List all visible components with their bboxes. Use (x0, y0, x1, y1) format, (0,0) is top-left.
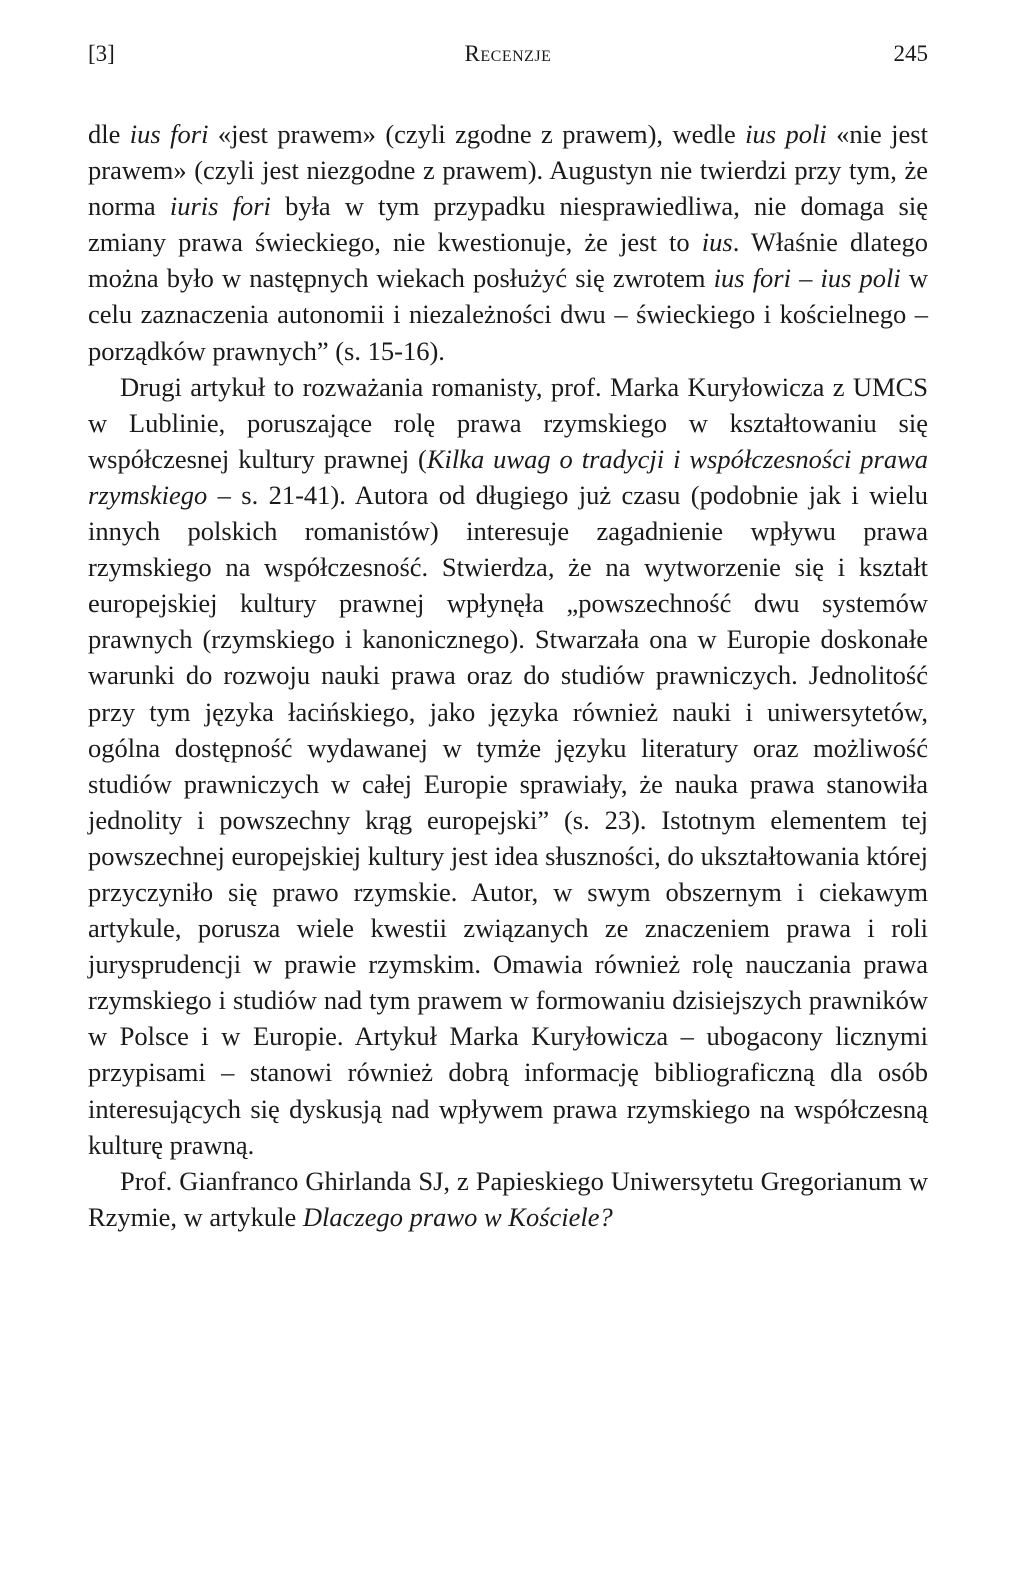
italic-run: ius fori (129, 119, 209, 149)
italic-run: iuris fori (169, 191, 271, 222)
italic-run: Dlaczego prawo w Kościele? (302, 1201, 613, 1232)
italic-run: ius poli (820, 263, 901, 294)
text-run: – (791, 263, 821, 294)
text-run: była w tym przypadku niesprawiedliwa, nie domaga się zmiany prawa świeckiego, nie kwestionuje, że jest to (88, 191, 928, 258)
paragraph-1 (88, 116, 928, 369)
page-number: 245 (893, 41, 928, 66)
text-run: w celu zaznaczenia autonomii i niezależności dwu – świeckiego i kościelnego – porządków prawnych” (s. 15-16). (88, 263, 929, 366)
text-run: Drugi artykuł to rozważania romanisty, prof. Marka Kuryłowicza z UMCS w Lublinie, poruszające rolę prawa rzymskiego w kształtowaniu się współczesnej kultury prawnej ( (88, 371, 928, 474)
paragraph-2 (88, 369, 928, 1163)
text-run: – s. 21-41). Autora od długiego już czasu (podobnie jak i wielu innych polskich romanistów) interesuje zagadnienie wpływu prawa rzymskiego na współczesność. Stwierdza, że na wytworzenie się i kształt europejskiej kultury prawnej wpłynęła „powszechność dwu systemów prawnych (rzymskiego i kanonicznego). Stwarzała ona w Europie doskonałe warunki do rozwoju nauki prawa oraz do studiów prawniczych. Jednolitość przy tym języka łacińskiego, jako języka również nauki i uniwersytetów, ogólna dostępność wydawanej w tymże języku literatury oraz możliwość studiów prawniczych w całej Europie sprawiały, że nauka prawa stanowiła jednolity i powszechny krąg europejski” (s. 23). Istotnym elementem tej powszechnej europejskiej kultury jest idea słuszności, do ukształtowania której przyczyniło się prawo rzymskie. Autor, w swym obszernym i ciekawym artykule, porusza wiele kwestii związanych ze znaczeniem prawa i roli jurysprudencji w prawie rzymskim. Omawia również rolę nauczania prawa rzymskiego i studiów nad tym prawem w formowaniu dzisiejszych prawników w Polsce i w Europie. Artykuł Marka Kuryłowicza – ubogacony licznymi przypisami – stanowi również dobrą informację bibliograficzną dla osób interesujących się dyskusją nad wpływem prawa rzymskiego na współczesną kulturę prawną. (88, 479, 928, 1160)
running-head-title: Recenzje (464, 41, 552, 66)
body-text (88, 116, 928, 1235)
italic-run: Kilka uwag o tradycji i współczesności prawa rzymskiego (88, 443, 928, 510)
text-run: dle (88, 119, 130, 149)
book-page (88, 36, 928, 1235)
text-run: . Właśnie dlatego można było w następnych wiekach posłużyć się zwrotem (88, 227, 928, 294)
italic-run: ius poli (745, 119, 827, 149)
running-head (88, 36, 928, 76)
italic-run: ius fori (713, 263, 791, 294)
paragraph-3 (88, 1163, 928, 1235)
italic-run: ius (701, 227, 733, 258)
section-number: [3] (88, 41, 115, 66)
text-run: Prof. Gianfranco Ghirlanda SJ, z Papieskiego Uniwersytetu Gregorianum w Rzymie, w artykule (88, 1165, 928, 1232)
text-run: «jest prawem» (czyli zgodne z prawem), wedle (208, 119, 746, 149)
text-run: «nie jest prawem» (czyli jest niezgodne z prawem). Augustyn nie twierdzi przy tym, że norma (88, 119, 928, 222)
